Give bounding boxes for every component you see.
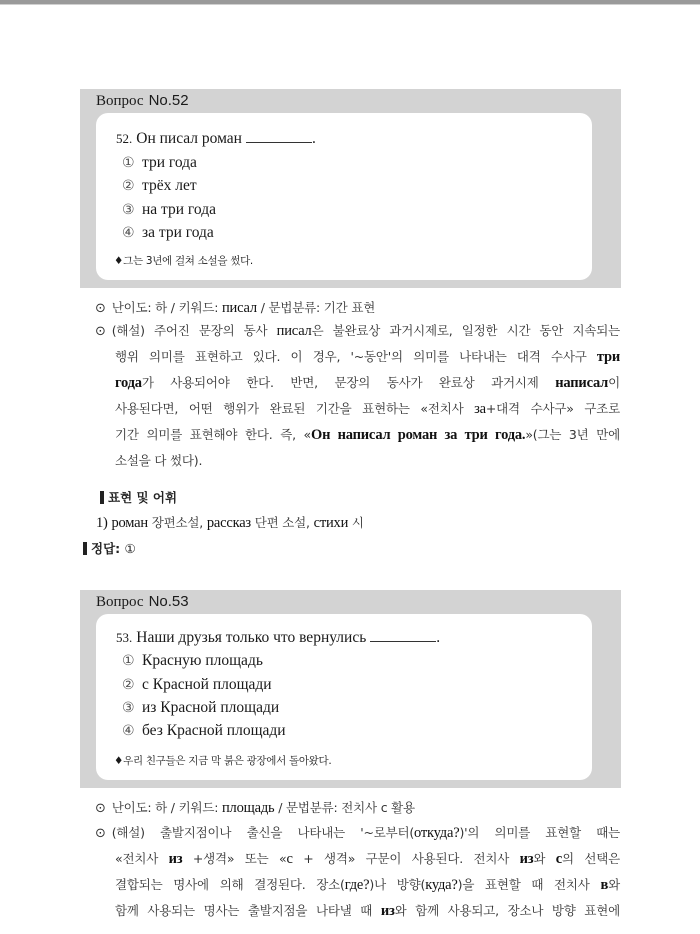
vocab-ru: роман <box>111 515 148 531</box>
answer-line <box>83 539 136 557</box>
russian-term: с <box>286 851 293 867</box>
answer-value: ① <box>124 541 136 556</box>
heading-bar-icon <box>100 491 104 504</box>
meta-line: ⊙ 난이도: 하 / 키워드: писал / 문법분류: 기간 표현 <box>95 300 376 316</box>
text: 사용된다면, 어떤 행위가 완료된 기간을 표현하는 «전치사 <box>115 401 475 416</box>
text: 와 <box>533 851 556 866</box>
russian-term: из <box>380 903 395 919</box>
stem-number: 52. <box>116 131 133 146</box>
text: 은 불완료상 과거시제로, 일정한 시간 동안 지속되는 <box>311 323 620 338</box>
option-2 <box>122 177 197 195</box>
russian-term: за <box>474 401 486 417</box>
option-text: Красную площадь <box>142 652 263 669</box>
text: 의 선택은 <box>562 851 620 866</box>
text: 기간 의미를 표현해야 한다. 즉, « <box>115 427 311 442</box>
question-panel <box>96 113 592 280</box>
text: »(그는 3년 만에 <box>525 427 620 442</box>
russian-term: писал <box>276 323 312 339</box>
explanation-line-6 <box>115 451 620 469</box>
option-2 <box>122 676 272 694</box>
answer-blank <box>370 629 436 642</box>
russian-term: в <box>600 877 609 893</box>
keyword-value: площадь <box>222 800 275 816</box>
circle-dot-icon: ⊙ <box>95 801 106 816</box>
text: )나 방향( <box>369 877 426 892</box>
vocab-ko: 장편소설, <box>151 515 204 530</box>
explanation-line-1 <box>95 321 620 340</box>
option-1 <box>122 652 263 670</box>
stem-text: Наши друзья только что вернулись <box>136 629 367 646</box>
answer-blank <box>246 130 312 143</box>
russian-example: Он написал роман за три года. <box>311 427 526 443</box>
category-label: 문법분류: <box>286 800 338 815</box>
option-text: из Красной площади <box>142 699 280 716</box>
option-text: три года <box>142 154 197 171</box>
keyword-label: 키워드: <box>178 800 219 815</box>
vocab-index: 1) <box>96 515 108 531</box>
russian-term: из <box>519 851 534 867</box>
text: 행위 의미를 표현하고 있다. 이 경우, '~동안'의 의미를 나타내는 대격 수사구 <box>115 349 597 364</box>
explanation-line-4 <box>115 901 620 920</box>
explanation-line-4 <box>115 399 620 418</box>
russian-term: куда? <box>425 877 458 893</box>
option-1 <box>122 154 197 172</box>
stem-text: Он писал роман <box>136 130 242 147</box>
stem-end: . <box>311 130 316 147</box>
text: 이 <box>608 375 620 390</box>
vocab-list <box>96 513 364 532</box>
text: +생격» 또는 « <box>182 851 287 866</box>
category-value: 전치사 с 활용 <box>341 800 415 815</box>
difficulty-value: 하 <box>155 300 168 315</box>
difficulty-label: 난이도: <box>111 300 152 315</box>
option-text: без Красной площади <box>142 722 286 739</box>
text: «전치사 <box>115 851 169 866</box>
russian-term: откуда? <box>414 825 460 841</box>
russian-term: года <box>115 375 142 391</box>
text: 결합되는 명사에 의해 결정된다. 장소( <box>115 877 345 892</box>
text: 함께 사용되는 명사는 출발지점을 나타낼 때 <box>115 903 381 918</box>
question-title <box>96 593 189 611</box>
category-value: 기간 표현 <box>323 300 376 315</box>
circle-dot-icon: ⊙ <box>95 301 106 316</box>
text: 소설을 다 썼다). <box>115 453 203 468</box>
question-box-53 <box>80 590 621 788</box>
question-panel <box>96 614 592 780</box>
text: )을 표현할 때 전치사 <box>457 877 601 892</box>
option-mark: ① <box>122 155 135 171</box>
question-label: Вопрос <box>96 93 144 109</box>
explanation-line-3 <box>115 373 620 392</box>
option-mark: ③ <box>122 202 135 218</box>
option-3 <box>122 699 279 717</box>
option-mark: ④ <box>122 225 135 241</box>
option-mark: ③ <box>122 700 135 716</box>
text: 와 <box>608 877 620 892</box>
option-text: за три года <box>142 224 214 241</box>
russian-term: три <box>596 349 620 365</box>
vocab-ko: 시 <box>351 515 364 530</box>
explanation-line-1 <box>95 823 620 842</box>
vocab-ko: 단편 소설, <box>254 515 310 530</box>
circle-dot-icon: ⊙ <box>95 826 106 841</box>
text: (해설) 출발지점이나 출신을 나타내는 '~로부터( <box>111 825 415 840</box>
vocab-heading <box>100 488 177 506</box>
question-number: No.53 <box>148 593 189 610</box>
vocab-ru: рассказ <box>206 515 251 531</box>
keyword-value: писал <box>222 300 257 316</box>
option-text: на три года <box>142 201 216 218</box>
category-label: 문법분류: <box>268 300 321 315</box>
translation: ♦그는 3년에 걸쳐 소설을 썼다. <box>114 255 253 267</box>
text: 가 사용되어야 한다. 반면, 문장의 동사가 완료상 과거시제 <box>141 375 556 390</box>
translation: ♦우리 친구들은 지금 막 붉은 광장에서 돌아왔다. <box>114 755 332 767</box>
question-title <box>96 92 189 110</box>
text: + 생격» 구문이 사용된다. 전치사 <box>292 851 520 866</box>
answer-label: 정답: <box>91 541 121 556</box>
text: )'의 의미를 표현할 때는 <box>459 825 621 840</box>
text: 와 함께 사용되고, 장소나 방향 표현에 <box>394 903 620 918</box>
question-number: No.52 <box>148 92 189 109</box>
option-4 <box>122 722 286 740</box>
question-stem <box>116 130 316 148</box>
difficulty-label: 난이도: <box>111 800 152 815</box>
option-mark: ④ <box>122 723 135 739</box>
option-mark: ① <box>122 653 135 669</box>
keyword-label: 키워드: <box>178 300 219 315</box>
russian-term: написал <box>555 375 609 391</box>
circle-dot-icon: ⊙ <box>95 324 106 339</box>
explanation-line-3 <box>115 875 620 894</box>
question-label: Вопрос <box>96 594 144 610</box>
page-top-rule <box>0 0 700 5</box>
text: (해설) 주어진 문장의 동사 <box>111 323 277 338</box>
heading-text: 표현 및 어휘 <box>108 490 178 505</box>
text: +대격 수사구» 구조로 <box>485 401 620 416</box>
option-mark: ② <box>122 677 135 693</box>
option-text: с Красной площади <box>142 676 272 693</box>
stem-number: 53. <box>116 630 133 645</box>
stem-end: . <box>436 629 441 646</box>
explanation-line-2 <box>115 849 620 868</box>
question-stem <box>116 629 440 647</box>
meta-line: ⊙ 난이도: 하 / 키워드: площадь / 문법분류: 전치사 с 활용 <box>95 800 415 816</box>
difficulty-value: 하 <box>155 800 168 815</box>
option-text: трёх лет <box>142 177 197 194</box>
explanation-line-2 <box>115 347 620 366</box>
option-mark: ② <box>122 178 135 194</box>
vocab-ru: стихи <box>313 515 349 531</box>
explanation-line-5 <box>115 425 620 444</box>
russian-term: где? <box>344 877 370 893</box>
heading-bar-icon <box>83 542 87 555</box>
option-4 <box>122 224 214 242</box>
question-box-52 <box>80 89 621 288</box>
russian-term: из <box>168 851 183 867</box>
russian-term: с <box>555 851 562 867</box>
option-3 <box>122 201 216 219</box>
